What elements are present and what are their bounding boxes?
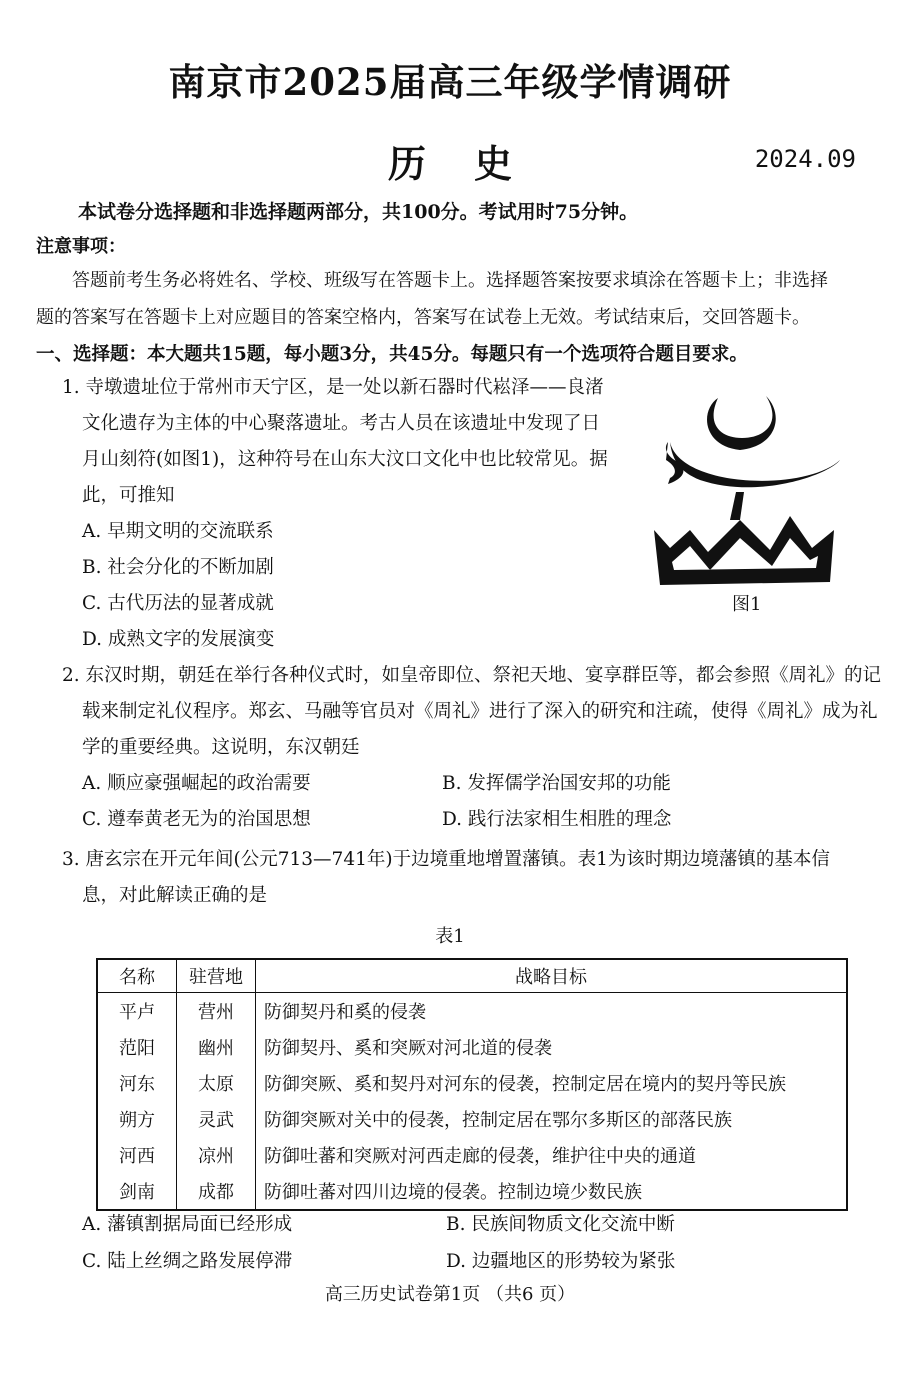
- q3-options: [82, 1210, 862, 1284]
- q3-line: 息，对此解读正确的是: [82, 885, 268, 906]
- q3-options-row: [82, 1247, 862, 1284]
- table-row: [97, 1137, 847, 1173]
- q1-option-c: C. 古代历法的显著成就: [82, 593, 274, 614]
- table-row: [97, 1173, 847, 1210]
- q2-line: 学的重要经典。这说明，东汉朝廷: [82, 737, 360, 758]
- table-cell: 河西: [119, 1146, 155, 1167]
- q3-option-d: D. 边疆地区的形势较为紧张: [446, 1251, 676, 1272]
- q2-option-d: D. 践行法家相生相胜的理念: [442, 809, 672, 830]
- q3-line: 3. 唐玄宗在开元年间(公元713—741年)于边境重地增置藩镇。表1为该时期边境藩镇的基本信: [62, 849, 830, 870]
- table-cell: 幽州: [177, 1029, 256, 1065]
- q2-line: 载来制定礼仪程序。郑玄、马融等官员对《周礼》进行了深入的研究和注疏，使得《周礼》成为礼: [82, 701, 878, 722]
- q1-option-d: D. 成熟文字的发展演变: [82, 629, 275, 650]
- q3-option-c: C. 陆上丝绸之路发展停滞: [82, 1251, 293, 1272]
- q3-option-b: B. 民族间物质文化交流中断: [446, 1214, 675, 1235]
- sun-moon-mountain-glyph-image: [640, 380, 850, 595]
- question-2: [62, 658, 881, 838]
- q1-option-a: A. 早期文明的交流联系: [82, 521, 274, 542]
- table-cell: 剑南: [119, 1182, 155, 1203]
- table-1: [96, 958, 848, 1211]
- q2-options-row: [62, 802, 881, 838]
- section-heading: 一、选择题：本大题共15题，每小题3分，共45分。每题只有一个选项符合题目要求。: [36, 344, 748, 365]
- page-footer: 高三历史试卷第1页 （共6 页）: [324, 1284, 576, 1305]
- q2-option-c: C. 遵奉黄老无为的治国思想: [82, 809, 311, 830]
- table-cell: 成都: [177, 1173, 256, 1210]
- table-cell: 防御吐蕃和突厥对河西走廊的侵袭，维护往中央的通道: [256, 1137, 848, 1173]
- notice-line-1: 答题前考生务必将姓名、学校、班级写在答题卡上。选择题答案按要求填涂在答题卡上；非选择: [72, 270, 828, 291]
- table-1-caption: 表1: [435, 926, 465, 947]
- table-cell: 灵武: [177, 1101, 256, 1137]
- table-cell: 范阳: [119, 1038, 155, 1059]
- q2-options-row: [62, 766, 881, 802]
- table-header-row: [97, 959, 847, 993]
- q1-line: 1. 寺墩遗址位于常州市天宁区，是一处以新石器时代崧泽——良渚: [62, 377, 604, 398]
- table-cell: 朔方: [119, 1110, 155, 1131]
- figure-1-caption: 图1: [732, 594, 762, 615]
- question-1: [62, 370, 608, 658]
- table-header: 名称: [97, 959, 177, 993]
- table-cell: 防御契丹和奚的侵袭: [256, 993, 848, 1030]
- q3-options-row: [82, 1210, 862, 1247]
- notice-heading: 注意事项：: [36, 236, 126, 257]
- q2-option-a: A. 顺应豪强崛起的政治需要: [82, 773, 311, 794]
- exam-intro: 本试卷分选择题和非选择题两部分，共100分。考试用时75分钟。: [78, 201, 639, 223]
- q3-option-a: A. 藩镇割据局面已经形成: [82, 1214, 293, 1235]
- q1-line: 此，可推知: [82, 485, 175, 506]
- q2-line: 2. 东汉时期，朝廷在举行各种仪式时，如皇帝即位、祭祀天地、宴享群臣等，都会参照《周礼》的记: [62, 665, 882, 686]
- notice-line-2: 题的答案写在答题卡上对应题目的答案空格内，答案写在试卷上无效。考试结束后，交回答题卡。: [36, 307, 810, 328]
- table-cell: 平卢: [119, 1002, 155, 1023]
- table-cell: 太原: [177, 1065, 256, 1101]
- table-cell: 河东: [119, 1074, 155, 1095]
- q2-option-b: B. 发挥儒学治国安邦的功能: [442, 773, 671, 794]
- table-cell: 凉州: [177, 1137, 256, 1173]
- table-row: [97, 1029, 847, 1065]
- table-header: 战略目标: [256, 959, 848, 993]
- table-cell: 防御契丹、奚和突厥对河北道的侵袭: [256, 1029, 848, 1065]
- table-row: [97, 1101, 847, 1137]
- table-cell: 营州: [177, 993, 256, 1030]
- table-cell: 防御吐蕃对四川边境的侵袭。控制边境少数民族: [256, 1173, 848, 1210]
- table-row: [97, 993, 847, 1030]
- table-cell: 防御突厥、奚和契丹对河东的侵袭，控制定居在境内的契丹等民族: [256, 1065, 848, 1101]
- q1-line: 文化遗存为主体的中心聚落遗址。考古人员在该遗址中发现了日: [82, 413, 601, 434]
- exam-title: 南京市2025届高三年级学情调研: [168, 60, 732, 104]
- table-cell: 防御突厥对关中的侵袭，控制定居在鄂尔多斯区的部落民族: [256, 1101, 848, 1137]
- subject-title: 历史: [387, 141, 560, 186]
- q1-option-b: B. 社会分化的不断加剧: [82, 557, 274, 578]
- table-header: 驻营地: [177, 959, 256, 993]
- exam-date: 2024.09: [754, 145, 856, 173]
- question-3: [62, 842, 830, 914]
- q1-line: 月山刻符(如图1)，这种符号在山东大汶口文化中也比较常见。据: [82, 449, 608, 470]
- table-row: [97, 1065, 847, 1101]
